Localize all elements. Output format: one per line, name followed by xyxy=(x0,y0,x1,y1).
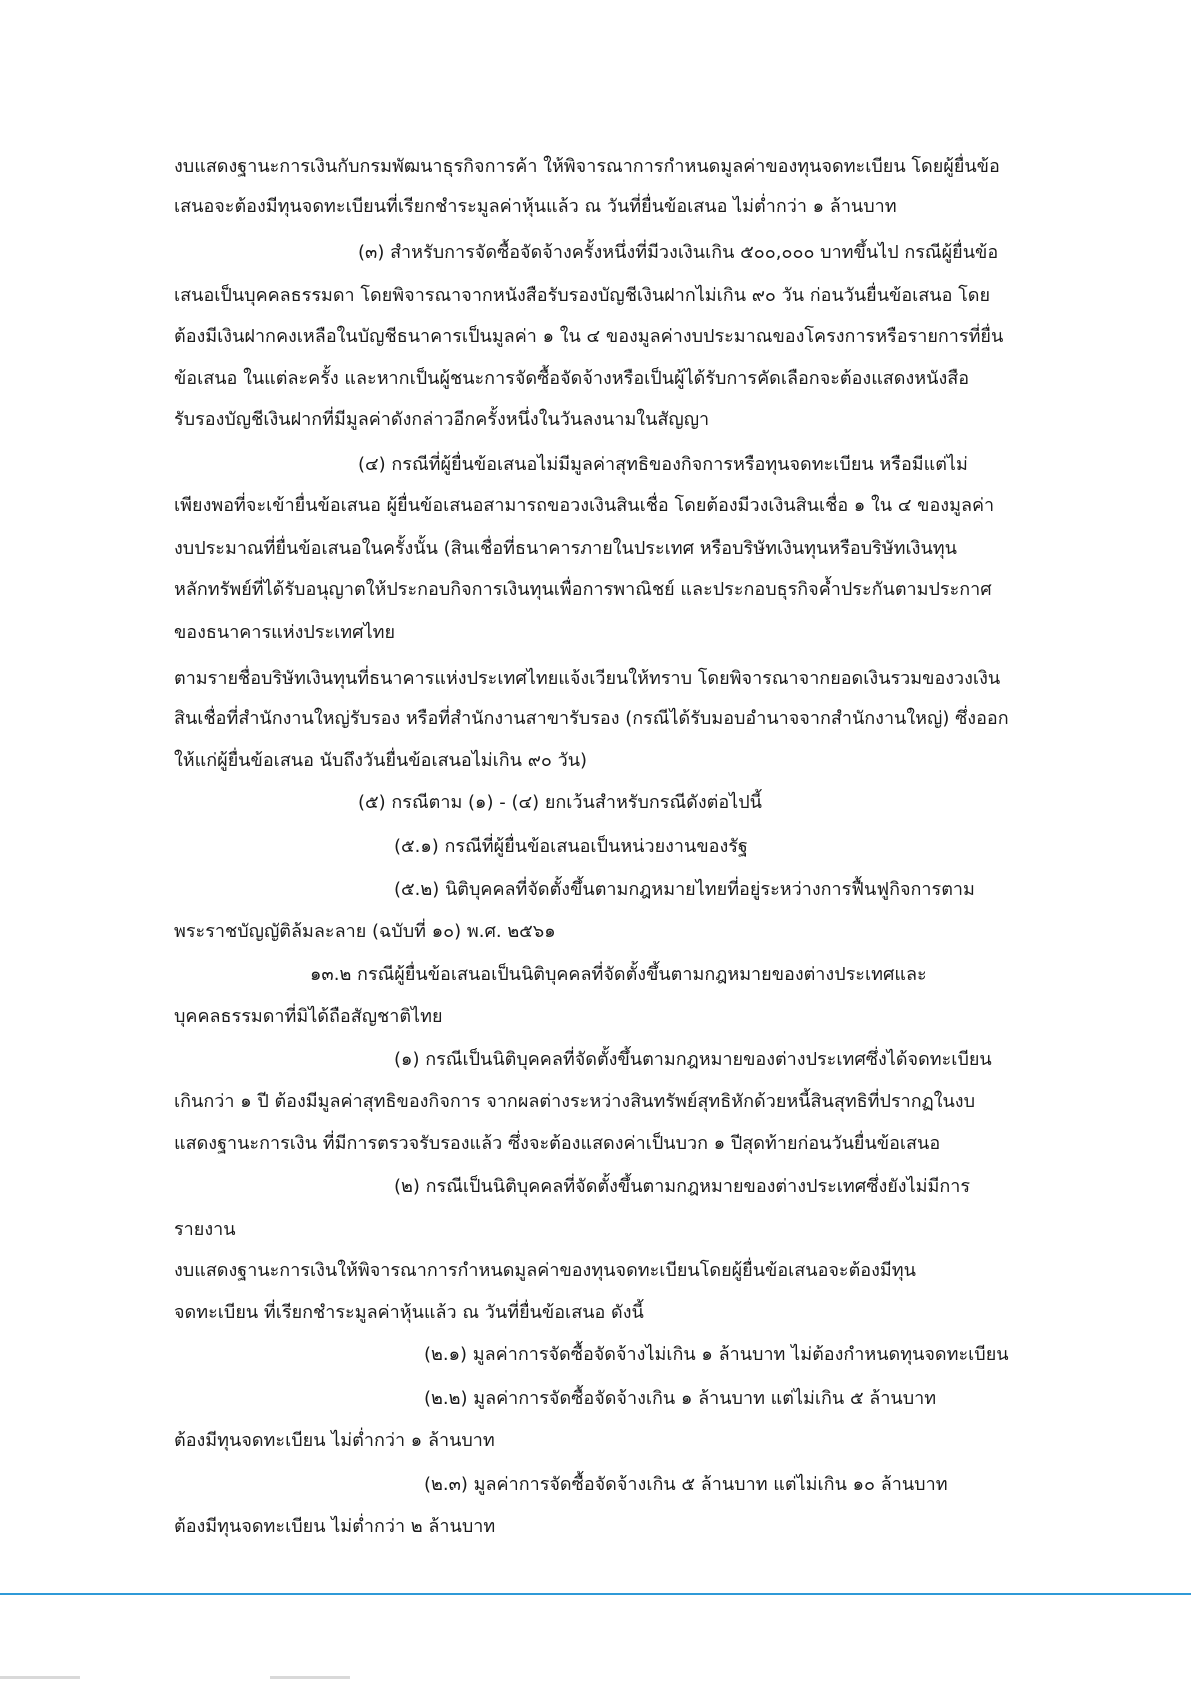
text-line: ให้แก่ผู้ยื่นข้อเสนอ นับถึงวันยื่นข้อเสนอไม่เกิน ๙๐ วัน) xyxy=(174,750,588,771)
text-line: บุคคลธรรมดาที่มิได้ถือสัญชาติไทย xyxy=(174,1006,443,1027)
text-line: ต้องมีเงินฝากคงเหลือในบัญชีธนาคารเป็นมูลค่า ๑ ใน ๔ ของมูลค่างบประมาณของโครงการหรือรายการที่ยื่น xyxy=(174,326,1004,347)
scan-edge-mark xyxy=(270,1676,350,1679)
scan-edge-mark xyxy=(0,1676,80,1679)
text-line: (๔) กรณีที่ผู้ยื่นข้อเสนอไม่มีมูลค่าสุทธิของกิจการหรือทุนจดทะเบียน หรือมีแต่ไม่ xyxy=(358,454,968,475)
text-line: งบแสดงฐานะการเงินให้พิจารณาการกำหนดมูลค่าของทุนจดทะเบียนโดยผู้ยื่นข้อเสนอจะต้องมีทุน xyxy=(174,1260,916,1281)
text-line: (๕.๑) กรณีที่ผู้ยื่นข้อเสนอเป็นหน่วยงานของรัฐ xyxy=(394,836,748,857)
text-line: งบประมาณที่ยื่นข้อเสนอในครั้งนั้น (สินเชื่อที่ธนาคารภายในประเทศ หรือบริษัทเงินทุนหรือบริษัทเงินทุน xyxy=(174,538,957,559)
text-line: (๒.๒) มูลค่าการจัดซื้อจัดจ้างเกิน ๑ ล้านบาท แต่ไม่เกิน ๕ ล้านบาท xyxy=(424,1388,937,1409)
text-line: เสนอจะต้องมีทุนจดทะเบียนที่เรียกชำระมูลค่าหุ้นแล้ว ณ วันที่ยื่นข้อเสนอ ไม่ต่ำกว่า ๑ ล้านบาท xyxy=(174,196,897,217)
text-line: รับรองบัญชีเงินฝากที่มีมูลค่าดังกล่าวอีกครั้งหนึ่งในวันลงนามในสัญญา xyxy=(174,409,710,430)
text-line: (๒.๑) มูลค่าการจัดซื้อจัดจ้างไม่เกิน ๑ ล้านบาท ไม่ต้องกำหนดทุนจดทะเบียน xyxy=(424,1344,1009,1365)
text-line: ของธนาคารแห่งประเทศไทย xyxy=(174,622,396,643)
text-line: เสนอเป็นบุคคลธรรมดา โดยพิจารณาจากหนังสือรับรองบัญชีเงินฝากไม่เกิน ๙๐ วัน ก่อนวันยื่นข้อเสนอ โดย xyxy=(174,285,991,306)
text-line: (๕) กรณีตาม (๑) - (๔) ยกเว้นสำหรับกรณีดังต่อไปนี้ xyxy=(358,792,762,813)
text-line: ต้องมีทุนจดทะเบียน ไม่ต่ำกว่า ๒ ล้านบาท xyxy=(174,1516,496,1537)
text-line: งบแสดงฐานะการเงินกับกรมพัฒนาธุรกิจการค้า ให้พิจารณาการกำหนดมูลค่าของทุนจดทะเบียน โดยผู้ยื่นข้อ xyxy=(174,156,1000,177)
footer-rule xyxy=(0,1593,1191,1595)
text-line: (๓) สำหรับการจัดซื้อจัดจ้างครั้งหนึ่งที่มีวงเงินเกิน ๕๐๐,๐๐๐ บาทขึ้นไป กรณีผู้ยื่นข้อ xyxy=(358,242,999,263)
text-line: เพียงพอที่จะเข้ายื่นข้อเสนอ ผู้ยื่นข้อเสนอสามารถขอวงเงินสินเชื่อ โดยต้องมีวงเงินสินเชื่อ ๑ ใน ๔ ของมูลค่า xyxy=(174,495,995,516)
text-line: เกินกว่า ๑ ปี ต้องมีมูลค่าสุทธิของกิจการ จากผลต่างระหว่างสินทรัพย์สุทธิหักด้วยหนี้สินสุทธิที่ปรากฏในงบ xyxy=(174,1091,976,1112)
text-line: (๑) กรณีเป็นนิติบุคคลที่จัดตั้งขึ้นตามกฎหมายของต่างประเทศซึ่งได้จดทะเบียน xyxy=(394,1049,992,1070)
text-line: ตามรายชื่อบริษัทเงินทุนที่ธนาคารแห่งประเทศไทยแจ้งเวียนให้ทราบ โดยพิจารณาจากยอดเงินรวมของวงเงิน xyxy=(174,668,1001,689)
text-line: ๑๓.๒ กรณีผู้ยื่นข้อเสนอเป็นนิติบุคคลที่จัดตั้งขึ้นตามกฎหมายของต่างประเทศและ xyxy=(310,964,927,985)
text-line: ข้อเสนอ ในแต่ละครั้ง และหากเป็นผู้ชนะการจัดซื้อจัดจ้างหรือเป็นผู้ได้รับการคัดเลือกจะต้องแสดงหนังสือ xyxy=(174,368,970,389)
text-line: จดทะเบียน ที่เรียกชำระมูลค่าหุ้นแล้ว ณ วันที่ยื่นข้อเสนอ ดังนี้ xyxy=(174,1302,644,1323)
text-line: (๒) กรณีเป็นนิติบุคคลที่จัดตั้งขึ้นตามกฎหมายของต่างประเทศซึ่งยังไม่มีการ xyxy=(394,1176,971,1197)
text-line: พระราชบัญญัติล้มละลาย (ฉบับที่ ๑๐) พ.ศ. ๒๕๖๑ xyxy=(174,921,556,942)
text-line: สินเชื่อที่สำนักงานใหญ่รับรอง หรือที่สำนักงานสาขารับรอง (กรณีได้รับมอบอำนาจจากสำนักงานใหญ่) ซึ่งออก xyxy=(174,708,1009,729)
text-line: แสดงฐานะการเงิน ที่มีการตรวจรับรองแล้ว ซึ่งจะต้องแสดงค่าเป็นบวก ๑ ปีสุดท้ายก่อนวันยื่นข้อเสนอ xyxy=(174,1133,941,1154)
text-line: (๕.๒) นิติบุคคลที่จัดตั้งขึ้นตามกฎหมายไทยที่อยู่ระหว่างการฟื้นฟูกิจการตาม xyxy=(394,879,975,900)
text-line: ต้องมีทุนจดทะเบียน ไม่ต่ำกว่า ๑ ล้านบาท xyxy=(174,1430,495,1451)
text-line: (๒.๓) มูลค่าการจัดซื้อจัดจ้างเกิน ๕ ล้านบาท แต่ไม่เกิน ๑๐ ล้านบาท xyxy=(424,1474,948,1495)
text-line: หลักทรัพย์ที่ได้รับอนุญาตให้ประกอบกิจการเงินทุนเพื่อการพาณิชย์ และประกอบธุรกิจค้ำประกันตามประกาศ xyxy=(174,579,992,600)
text-line: รายงาน xyxy=(174,1219,236,1240)
